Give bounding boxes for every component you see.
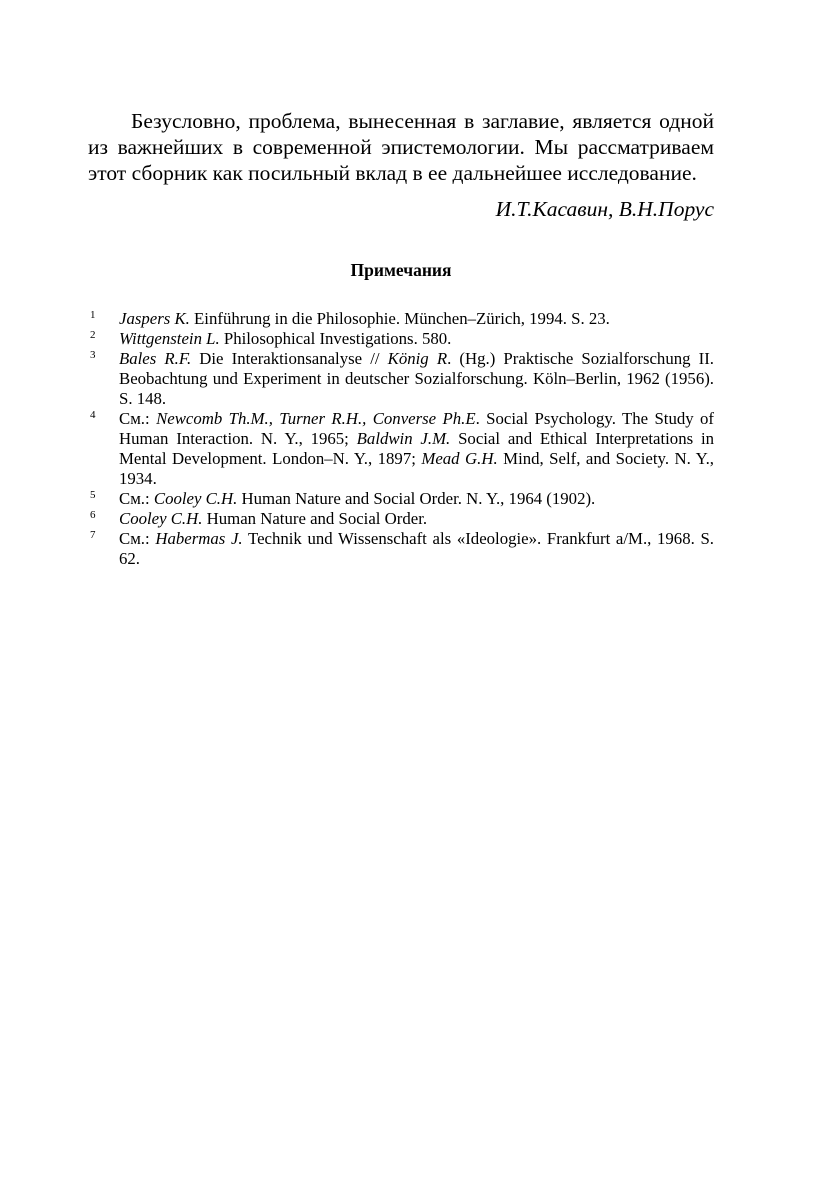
intro-paragraph: Безусловно, проблема, вынесенная в заглавие, является одной из важнейших в современной эпистемологии. Мы рассматриваем этот сборник как посильный вклад в ее дальнейшее исследование. (88, 109, 714, 185)
note-text (119, 529, 714, 568)
note-citation: Mind, Self, and Society. N. Y., 1934. (119, 449, 714, 488)
note-author: Baldwin J.M. (356, 429, 451, 448)
note-citation: Einführung in die Philosophie. München–Zürich, 1994. S. 23. (189, 309, 610, 328)
note-author: Cooley C.H. (119, 509, 203, 528)
note-citation: См.: (119, 529, 156, 548)
note-number: 4 (90, 409, 96, 421)
notes-list (88, 309, 714, 569)
note-number: 7 (90, 529, 96, 541)
note-citation: Die Interaktionsanalyse // (191, 349, 388, 368)
note-text (119, 329, 451, 348)
note-author: Mead G.H. (421, 449, 498, 468)
note-citation: . Social Psychology. The Study of Human Interaction. N. Y., 1965; (119, 409, 714, 448)
note-author: Bales R.F. (119, 349, 192, 368)
document-page (88, 108, 714, 569)
note-citation: Technik und Wissenschaft als «Ideologie». Frankfurt a/M., 1968. S. 62. (119, 529, 714, 568)
note-item (88, 529, 714, 569)
note-number: 6 (90, 509, 96, 521)
note-text (119, 349, 714, 408)
note-number: 1 (90, 309, 96, 321)
note-author: Habermas J. (155, 529, 243, 548)
note-item (88, 349, 714, 409)
note-text (119, 489, 595, 508)
author-signature: И.Т.Касавин, В.Н.Порус (495, 197, 714, 221)
note-citation: Human Nature and Social Order. (202, 509, 428, 528)
note-item (88, 329, 714, 349)
note-citation: Philosophical Investigations. 580. (219, 329, 452, 348)
note-item (88, 409, 714, 489)
note-number: 3 (90, 349, 96, 361)
note-number: 2 (90, 329, 96, 341)
note-citation: Human Nature and Social Order. N. Y., 1964 (1902). (237, 489, 596, 508)
note-citation: Social and Ethical Interpretations in Mental Development. London–N. Y., 1897; (119, 429, 714, 468)
note-author: Jaspers K. (119, 309, 190, 328)
note-citation: См.: (119, 409, 157, 428)
note-item (88, 509, 714, 529)
note-author: Wittgenstein L. (119, 329, 220, 348)
note-author: König R (387, 349, 448, 368)
note-number: 5 (90, 489, 96, 501)
note-author: Newcomb Th.M., Turner R.H., Converse Ph.E (156, 409, 476, 428)
note-item (88, 489, 714, 509)
note-text (119, 509, 427, 528)
note-citation: . (Hg.) Praktische Sozialforschung II. Beobachtung und Experiment in deutscher Sozialforschung. Köln–Berlin, 1962 (1956). S. 148. (119, 349, 714, 408)
note-author: Cooley C.H. (153, 489, 238, 508)
note-text (119, 309, 610, 328)
notes-heading: Примечания (350, 260, 452, 280)
note-item (88, 309, 714, 329)
note-text (119, 409, 714, 488)
note-citation: См.: (119, 489, 154, 508)
